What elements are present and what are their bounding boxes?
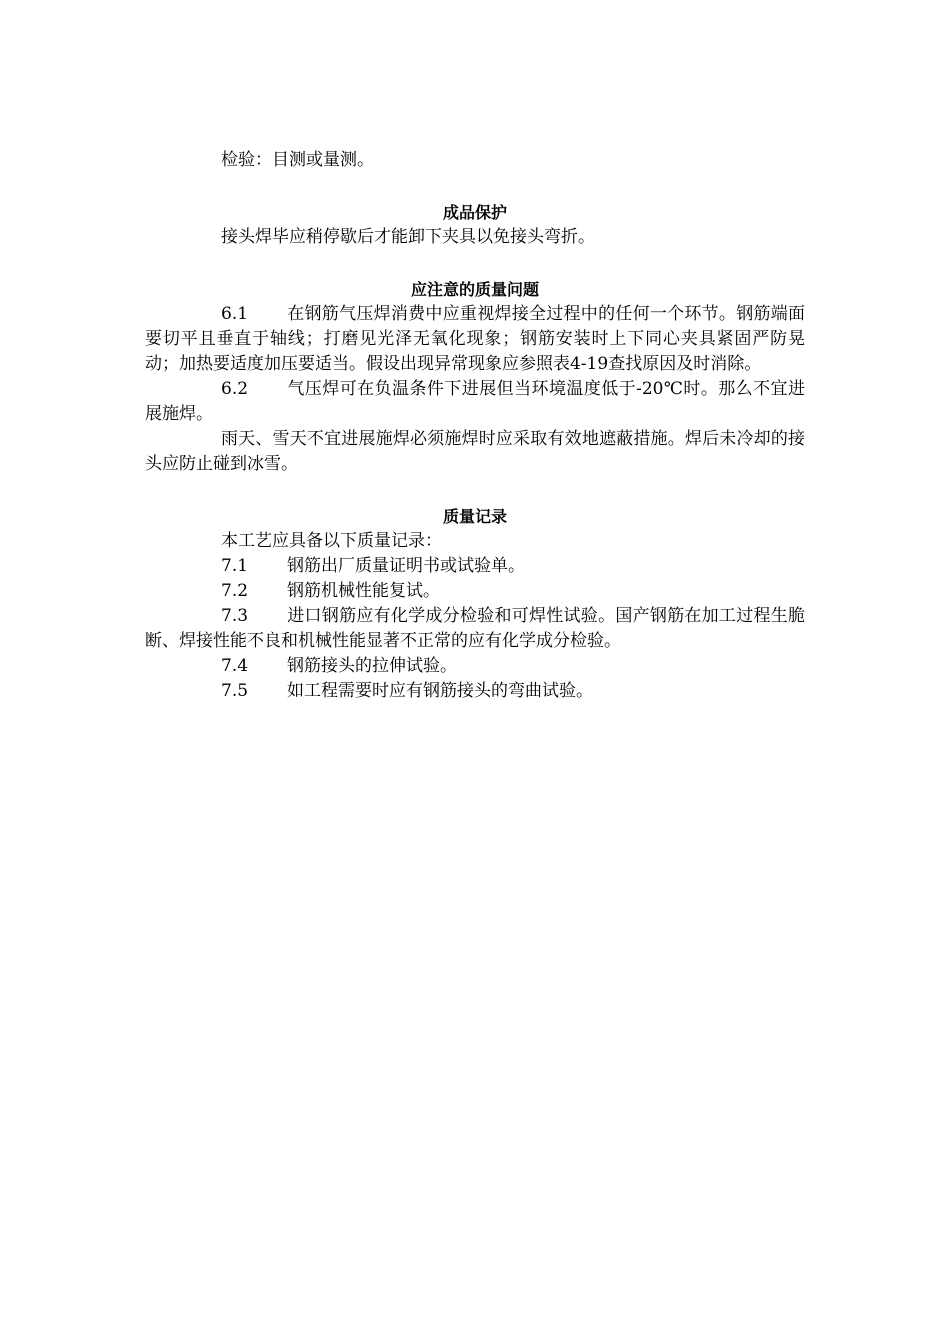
spacer: [145, 250, 805, 277]
heading-quality-issues: 应注意的质量问题: [410, 280, 539, 299]
item-text: 进口钢筋应有化学成分检验和可焊性试验。国产钢筋在加工过程生脆断、焊接性能不良和机械性能显著不正常的应有化学成分检验。: [145, 606, 805, 651]
list-item-6-1: [145, 302, 805, 377]
list-item-7-1: [145, 554, 805, 579]
spacer: [145, 173, 805, 200]
item-number: 6.1: [221, 304, 249, 324]
item-number: 7.3: [221, 606, 249, 626]
list-item-7-5: [145, 679, 805, 704]
item-text: 如工程需要时应有钢筋接头的弯曲试验。: [287, 681, 593, 701]
records-intro: 本工艺应具备以下质量记录：: [221, 531, 442, 551]
heading-quality-records: 质量记录: [442, 507, 507, 526]
item-text: 钢筋机械性能复试。: [287, 581, 440, 601]
item-number: 7.4: [221, 656, 249, 676]
item-text: 气压焊可在负温条件下进展但当环境温度低于-20℃时。那么不宜进展施焊。: [145, 379, 805, 424]
item-number: 7.1: [221, 556, 249, 576]
list-item-6-2: [145, 377, 805, 427]
item-text: 钢筋接头的拉伸试验。: [287, 656, 457, 676]
list-item-7-2: [145, 579, 805, 604]
weather-note: 雨天、雪天不宜进展施焊必须施焊时应采取有效地遮蔽措施。焊后未冷却的接头应防止碰到冰雪。: [145, 429, 805, 474]
item-number: 6.2: [221, 379, 249, 399]
heading-product-protection: 成品保护: [442, 203, 507, 222]
spacer: [145, 477, 805, 504]
item-number: 7.5: [221, 681, 249, 701]
protection-text: 接头焊毕应稍停歇后才能卸下夹具以免接头弯折。: [221, 227, 595, 247]
list-item-7-4: [145, 654, 805, 679]
inspection-line: 检验：目测或量测。: [221, 150, 374, 170]
item-text: 在钢筋气压焊消费中应重视焊接全过程中的任何一个环节。钢筋端面要切平且垂直于轴线；打磨见光泽无氧化现象；钢筋安装时上下同心夹具紧固严防晃动；加热要适度加压要适当。假设出现异常现象应参照表4-19查找原因及时消除。: [145, 304, 805, 374]
item-number: 7.2: [221, 581, 249, 601]
document-body: [145, 148, 805, 704]
item-text: 钢筋出厂质量证明书或试验单。: [287, 556, 525, 576]
list-item-7-3: [145, 604, 805, 654]
